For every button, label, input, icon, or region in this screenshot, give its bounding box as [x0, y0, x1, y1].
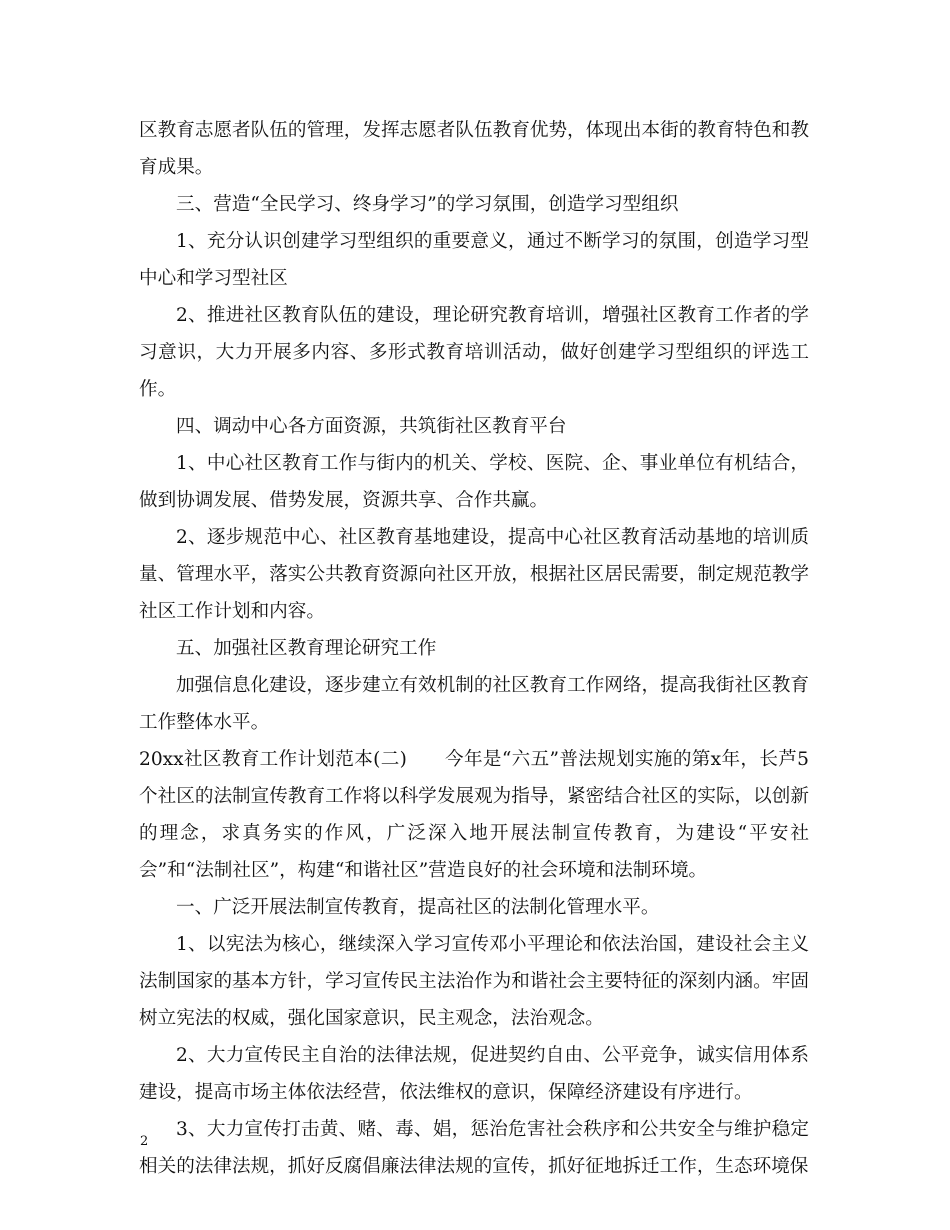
- section-heading: 五、加强社区教育理论研究工作: [176, 638, 437, 659]
- section-heading: 三、营造“全民学习、终身学习”的学习氛围，创造学习型组织: [176, 194, 679, 215]
- paragraph: 2、推进社区教育队伍的建设，理论研究教育培训，增强社区教育工作者的学习意识，大力开展多内容、多形式教育培训活动，做好创建学习型组织的评选工作。: [139, 305, 809, 400]
- paragraph: 1、充分认识创建学习型组织的重要意义，通过不断学习的氛围，创造学习型中心和学习型社区: [139, 231, 809, 289]
- page-number: 2: [140, 1134, 149, 1149]
- document-title-paragraph: 20xx社区教育工作计划范本(二) 今年是“六五”普法规划实施的第x年，长芦5个社区的法制宣传教育工作将以科学发展观为指导，紧密结合社区的实际，以创新的理念，求真务实的作风，广泛深入地开展法制宣传教育，为建设“平安社会”和“法制社区”，构建“和谐社区”营造良好的社会环境和法制环境。: [139, 749, 809, 881]
- section-heading: 一、广泛开展法制宣传教育，提高社区的法制化管理水平。: [176, 897, 660, 918]
- paragraph: 3、大力宣传打击黄、赌、毒、娼，惩治危害社会秩序和公共安全与维护稳定相关的法律法规，抓好反腐倡廉法律法规的宣传，抓好征地拆迁工作，生态环境保: [139, 1119, 809, 1177]
- paragraph: 区教育志愿者队伍的管理，发挥志愿者队伍教育优势，体现出本街的教育特色和教育成果。: [139, 120, 809, 178]
- paragraph: 1、以宪法为核心，继续深入学习宣传邓小平理论和依法治国，建设社会主义法制国家的基本方针，学习宣传民主法治作为和谐社会主要特征的深刻内涵。牢固树立宪法的权威，强化国家意识，民主观念，法治观念。: [139, 934, 809, 1029]
- section-heading: 四、调动中心各方面资源，共筑街社区教育平台: [176, 416, 567, 437]
- document-body: [139, 112, 809, 1185]
- paragraph: 2、大力宣传民主自治的法律法规，促进契约自由、公平竞争，诚实信用体系建设，提高市场主体依法经营，依法维权的意识，保障经济建设有序进行。: [139, 1045, 809, 1103]
- paragraph: 1、中心社区教育工作与街内的机关、学校、医院、企、事业单位有机结合，做到协调发展、借势发展，资源共享、合作共赢。: [139, 453, 809, 511]
- paragraph: 2、逐步规范中心、社区教育基地建设，提高中心社区教育活动基地的培训质量、管理水平，落实公共教育资源向社区开放，根据社区居民需要，制定规范教学社区工作计划和内容。: [139, 527, 809, 622]
- paragraph: 加强信息化建设，逐步建立有效机制的社区教育工作网络，提高我街社区教育工作整体水平。: [139, 675, 809, 733]
